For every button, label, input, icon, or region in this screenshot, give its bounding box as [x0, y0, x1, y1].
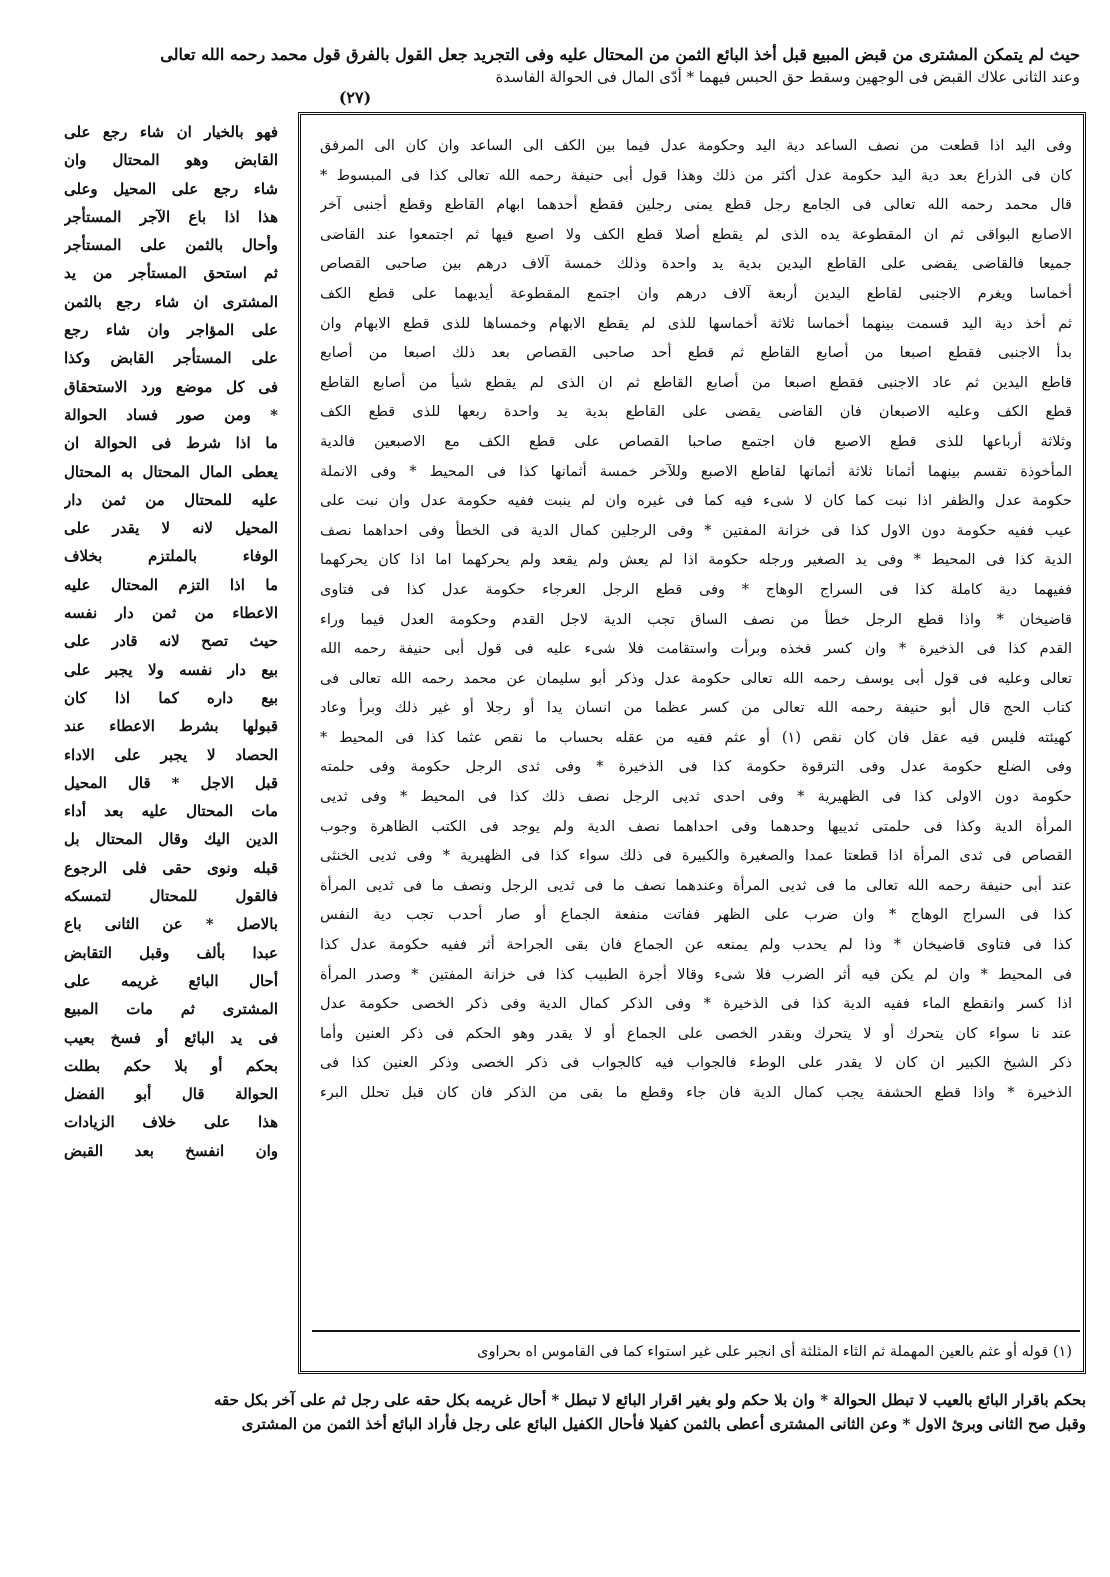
main-text-line: القصاص فى ثدى المرأة اذا قطعتا عمدا والصغيرة والكبيرة فى ذلك سواء كذا فى الظهيرية * وفى ثديى الخنثى [320, 848, 1072, 865]
side-margin-line: ثم استحق المستأجر من يد [64, 264, 278, 283]
side-margin-line: عبدا بألف وقبل التقابض [64, 943, 278, 962]
top-margin-commentary [30, 44, 1080, 88]
side-margin-line: على المؤاجر وان شاء رجع [64, 321, 278, 340]
side-margin-line: بيع داره كما اذا كان [64, 688, 278, 707]
main-text-line: الاصابع البواقى ثم ان المقطوعة يده الذى لم يقطع أصلا قطع الكف ولا اصبع فيها ثم اجتمعوا عند القاضى [320, 226, 1072, 243]
side-margin-line: مات المحتال عليه بعد أداء [64, 802, 278, 821]
side-margin-line: الوفاء بالملتزم بخلاف [64, 547, 278, 566]
side-margin-line: فالقول للمحتال لتمسكه [64, 887, 278, 906]
main-text-line: جميعا فالقاضى يقضى على القاطع اليدين بدية يد واحدة وذلك خمسة آلاف درهم بين صاحبى القصاص [320, 256, 1072, 273]
side-margin-line: ما اذا شرط فى الحوالة ان [64, 434, 278, 453]
main-text-block [320, 132, 1072, 1109]
side-margin-line: المشترى ثم مات المبيع [64, 1000, 278, 1019]
main-text-line: اذا كسر وانقطع الماء ففيه الدية كذا فى الذخيرة * وفى الذكر كمال الدية وفى ذكر الخصى حكومة عدل [320, 996, 1072, 1013]
main-text-line: ذكر الشيخ الكبير ان كان لا يقدر على الوطء فالجواب فيه كالجواب فى ذكر الخصى وذكر العنين كذا فى [320, 1055, 1072, 1072]
side-margin-line: بيع دار نفسه ولا يجبر على [64, 660, 278, 679]
main-text-line: حكومة عدل والظفر اذا نبت كما كان لا شىء فيه كما فى غيره وان لم ينبت ففيه حكومة عدل وان نبت على [320, 493, 1072, 510]
main-text-line: ففيهما دية كاملة كذا فى السراج الوهاج * وفى قطع الرجل العرجاء حكومة عدل كذا فى فتاوى [320, 581, 1072, 598]
side-margin-line: هذا اذا باع الآجر المستأجر [64, 207, 278, 226]
main-text-line: القدم كذا فى الذخيرة * وان كسر فخذه وبرأت واستقامت فلا شىء عليه فى قول أبى حنيفة رحمه الله [320, 641, 1072, 658]
side-margin-line: فى كل موضع ورد الاستحقاق [64, 377, 278, 396]
main-text-line: كان فى الذراع بعد دية اليد حكومة عدل أكثر من ذلك وهذا قول أبى حنيفة رحمه الله تعالى كذا فى المبسوط * [320, 167, 1072, 184]
side-margin-line: شاء رجع على المحيل وعلى [64, 179, 278, 198]
side-margin-line: وأحال بالثمن على المستأجر [64, 236, 278, 255]
main-text-line: المرأة الدية وكذا فى حلمتى ثدييها وحدهما وفى احداهما نصف الدية ولم يوجد فى الكتب الظاهرة وجوب [320, 818, 1072, 835]
main-text-line: عند نا سواء كان يتحرك أو لا يتحرك وبقدر الخصى على الجماع أو لا يقدر وهو الحكم فى ذكر العنين وأما [320, 1025, 1072, 1042]
side-margin-commentary [64, 118, 278, 1165]
page-number: (٢٧) [338, 88, 372, 107]
side-margin-line: حيث تصح لانه قادر على [64, 632, 278, 651]
side-margin-line: هذا على خلاف الزيادات [64, 1113, 278, 1132]
main-text-line: وثلاثة أرباعها للذى قطع الاصبع فان اجتمع صاحبا القصاص على قطع الكف مع الاصبعين فالدية [320, 433, 1072, 450]
side-margin-line: بالاصل * عن الثانى باع [64, 915, 278, 934]
side-margin-line: المحيل لانه لا يقدر على [64, 519, 278, 538]
main-text-line: ثم أخذ دية اليد قسمت بينهما أخماسا ثلاثة أخماسها للذى لم يقطع الابهام وخمساها للذى قطع الابهام وان [320, 315, 1072, 332]
main-text-line: بدأ الاجنبى فقطع اصبعا من أصابع القاطع ثم قطع أحد صاحبى القصاص بعد ذلك اصبعا من أصابع [320, 345, 1072, 362]
side-margin-line: أحال البائع غريمه على [64, 971, 278, 990]
side-margin-line: فهو بالخيار ان شاء رجع على [64, 123, 278, 141]
side-margin-line: * ومن صور فساد الحوالة [64, 405, 278, 424]
side-margin-line: قبل الاجل * قال المحيل [64, 773, 278, 792]
side-margin-line: بحكم أو بلا حكم بطلت [64, 1056, 278, 1075]
side-margin-line: ما اذا التزم المحتال عليه [64, 575, 278, 594]
top-margin-line: وعند الثانى علاك القبض فى الوجهين وسقط حق الحبس فيهما * أدّى المال فى الحوالة الفاسدة [495, 68, 1080, 86]
side-margin-line: على المستأجر القابض وكذا [64, 349, 278, 368]
side-margin-line: وان انفسخ بعد القبض [64, 1141, 278, 1160]
top-margin-line: حيث لم يتمكن المشترى من قبض المبيع قبل أخذ البائع الثمن من المحتال عليه وفى التجريد جعل القول بالفرق قول محمد رحمه الله تعالى [160, 45, 1080, 64]
main-text-line: أخماسا ويغرم الاجنبى لقاطع اليدين أربعة آلاف درهم وان اجتمع المقطوعة أيديهما على قطع الكف [320, 285, 1072, 302]
side-margin-line: القابض وهو المحتال وان [64, 151, 278, 170]
side-margin-line: فى يد البائع أو فسخ بعيب [64, 1028, 278, 1047]
bottom-margin-line: بحكم باقرار البائع بالعيب لا تبطل الحوالة * وان بلا حكم ولو بغير اقرار البائع لا تبطل * أحال غريمه بكل حقه على رجل ثم على آخر بكل حقه [213, 1391, 1086, 1409]
main-text-line: عند أبى حنيفة رحمه الله تعالى ما فى ثديى المرأة وعندهما نصف ما فى ثديى الرجل ونصف ما فى ثديى المرأة [320, 877, 1072, 894]
main-text-line: تعالى وعليه فى قول أبى يوسف رحمه الله تعالى حكومة عدل وذكر أبو سليمان عن محمد رحمه الله تعالى فى [320, 670, 1072, 687]
main-text-line: عيب ففيه حكومة دون الاول كذا فى خزانة المفتين * وفى الرجلين كمال الدية فى الخطأ وفى احداهما نصف [320, 522, 1072, 539]
main-text-line: كذا فى فتاوى قاضيخان * وذا لم يحدب ولم يمنعه عن الجماع فان بقى الجراحة أثر ففيه حكومة عدل كذا [320, 937, 1072, 954]
side-margin-line: عليه للمحتال من ثمن دار [64, 490, 278, 509]
side-margin-line: يعطى المال المحتال به المحتال [64, 462, 278, 481]
main-text-line: فى المحيط * وان لم يكن فيه أثر الضرب فلا شىء وقالا أجرة الطبيب كذا فى خزانة المفتين * وصدر المرأة [320, 966, 1072, 983]
bottom-margin-line: وقبل صح الثانى وبرئ الاول * وعن الثانى المشترى أعطى بالثمن كفيلا فأحال الكفيل البائع على رجل فأراد البائع أخذ الثمن من المشترى [241, 1415, 1086, 1433]
main-text-line: قطع الكف وعليه الاصبعان فان القاضى يقضى على القاطع بدية يد واحدة ربعها للذى قطع الكف [320, 404, 1072, 421]
main-text-line: قال محمد رحمه الله تعالى فى الجامع رجل قطع يمنى رجلين فقطع أحدهما ابهام القاطع وقطع أجنبى آخر [320, 197, 1072, 214]
main-text-line: وفى الضلع حكومة عدل وفى الترقوة حكومة كذا فى الذخيرة * وفى ثدى الرجل حكومة وفى حلمته [320, 759, 1072, 776]
side-margin-line: قبله ونوى حقى فلى الرجوع [64, 858, 278, 877]
side-margin-line: الدين اليك وقال المحتال بل [64, 830, 278, 849]
main-text-line: كهيئته فليس فيه عقل فان كان نقص (١) أو عثم ففيه من عقله بحساب ما نقص عثما كذا فى المحيط * [320, 729, 1072, 746]
side-margin-line: الاعطاء من ثمن دار نفسه [64, 604, 278, 623]
side-margin-line: الحوالة قال أبو الفضل [64, 1085, 278, 1104]
main-text-line: كتاب الحج قال أبو حنيفة رحمه الله تعالى من كسر عظما من انسان يدا أو رجلا أو غير ذلك وبرأ وعاد [320, 700, 1072, 717]
main-text-line: قاطع اليدين ثم عاد الاجنبى فقطع اصبعا من أصابع القاطع ثم ان الذى لم يقطع شيأ من أصابع القاطع [320, 374, 1072, 391]
footnote: (١) قوله أو عثم بالعين المهملة ثم الثاء المثلثة أى انجبر على غير استواء كما فى القاموس اه بحراوى [477, 1344, 1072, 1360]
side-margin-line: قبولها بشرط الاعطاء عند [64, 717, 278, 736]
main-text-line: كذا فى السراج الوهاج * وان ضرب على الظهر ففاتت منفعة الجماع أو صار أحدب تجب دية النفس [320, 907, 1072, 924]
main-text-line: قاضيخان * واذا قطع الرجل خطأ من نصف الساق تجب الدية لاجل القدم وحكومة العدل فيما وراء [320, 611, 1072, 628]
main-text-line: حكومة دون الاولى كذا فى الظهيرية * وفى احدى ثديى الرجل نصف ذلك كذا فى المحيط * وفى ثديى [320, 789, 1072, 806]
main-text-line: الدية كذا فى المحيط * وفى يد الصغير ورجله حكومة اذا لم يعش ولم يقعد ولم يحركهما اما اذا كان يحركهما [320, 552, 1072, 569]
side-margin-line: الحصاد لا يجبر على الاداء [64, 745, 278, 764]
main-text-line: المأخوذة تقسم بينهما أثمانا ثلاثة أثمانها لقاطع الاصبع وللآخر خمسة أثمانها كذا فى المحيط * وفى الانملة [320, 463, 1072, 480]
main-text-line: وفى اليد اذا قطعت من نصف الساعد دية اليد وحكومة عدل فيما بين الكف الى الساعد وان كان الى المرفق [320, 138, 1072, 154]
main-text-line: الذخيرة * واذا قطع الحشفة يجب كمال الدية فان جاء وقطع ما بقى من الذكر فان كان قبل تحلل البرء [320, 1085, 1072, 1101]
bottom-margin-commentary [36, 1388, 1086, 1436]
footnote-divider [312, 1330, 1080, 1332]
side-margin-line: المشترى ان شاء رجع بالثمن [64, 292, 278, 311]
